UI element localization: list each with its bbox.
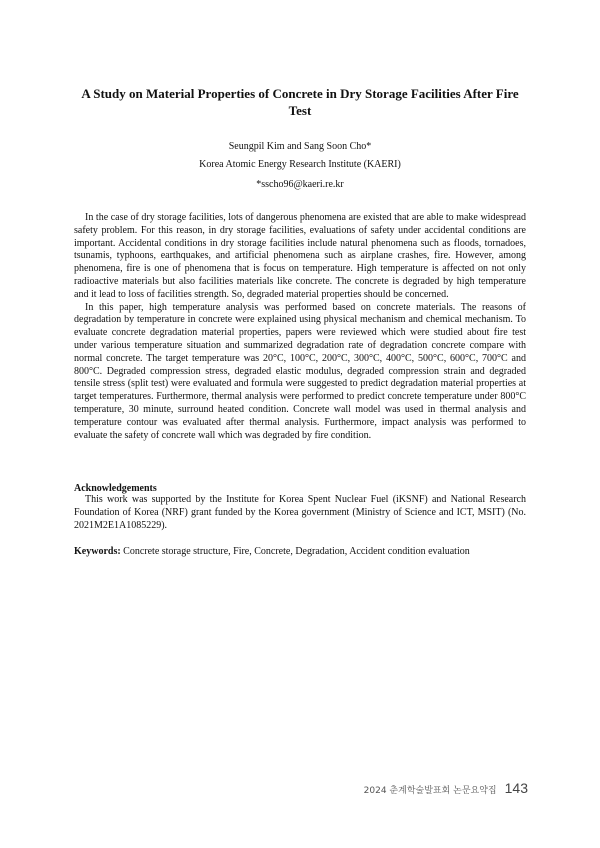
conference-name: 2024 춘계학술발표회 논문요약집 (363, 786, 497, 796)
abstract-paragraph-1: In the case of dry storage facilities, lots of dangerous phenomena are existed that are able to make widespread safety problem. For this reason, in dry storage facilities, evaluations of safety under accidental conditions are important. Accidental conditions in dry storage facilities include natural phenomena such as floods, tornadoes, tsunamis, typhoons, earthquakes, and artificial phenomena such as airplane crashes, fire. However, among phenomena, fire is one of phenomena that is focus on temperature. High temperature is affected on not only radioactive materials but also facilities materials like concrete. The concrete is degraded by high temperature and it lead to loss of facilities strength. So, degraded material properties should be concerned. (74, 212, 526, 300)
abstract-body (74, 212, 526, 442)
page-footer (364, 780, 528, 796)
author-list: Seungpil Kim and Sang Soon Cho* (228, 141, 372, 152)
acknowledgements-heading: Acknowledgements (74, 483, 157, 494)
keywords-section (74, 545, 526, 558)
keywords-text: Concrete storage structure, Fire, Concrete, Degradation, Accident condition evaluation (123, 546, 470, 557)
author-affiliation: Korea Atomic Energy Research Institute (KAERI) (199, 159, 401, 170)
abstract-paragraph-2: In this paper, high temperature analysis was performed based on concrete materials. The reasons of degradation by temperature in concrete were explained using physical mechanism and chemical mechanism. To evaluate concrete degradation material properties, papers were reviewed which were studied about fire test under various temperature situation and summarized degradation rate of degradation concrete compare with normal concrete. The target temperature was 20°C, 100°C, 200°C, 300°C, 400°C, 500°C, 600°C, 700°C and 800°C. Degraded compression stress, degraded elastic modulus, degraded compression strain and degraded tensile stress (split test) were evaluated and formula were suggested to predict degradation material properties at target temperatures. Furthermore, thermal analysis were performed to predict concrete temperature under 800°C temperature, 30 minute, surround heated condition. Concrete wall model was used in thermal analysis and temperature contour was evaluated after thermal analysis. Furthermore, impact analysis was performed to evaluate the safety of concrete wall which was degraded by fire condition. (74, 301, 526, 441)
keywords-label: Keywords: (74, 546, 121, 557)
acknowledgements-body: This work was supported by the Institute for Korea Spent Nuclear Fuel (iKSNF) and National Research Foundation of Korea (NRF) grant funded by the Korea government (Ministry of Science and ICT, MSIT) (No. 2021M2E1A1085229). (74, 494, 526, 531)
page-number: 143 (504, 780, 528, 796)
corresponding-email: *sscho96@kaeri.re.kr (256, 179, 344, 190)
paper-title: A Study on Material Properties of Concrete in Dry Storage Facilities After Fire Test (81, 86, 519, 118)
